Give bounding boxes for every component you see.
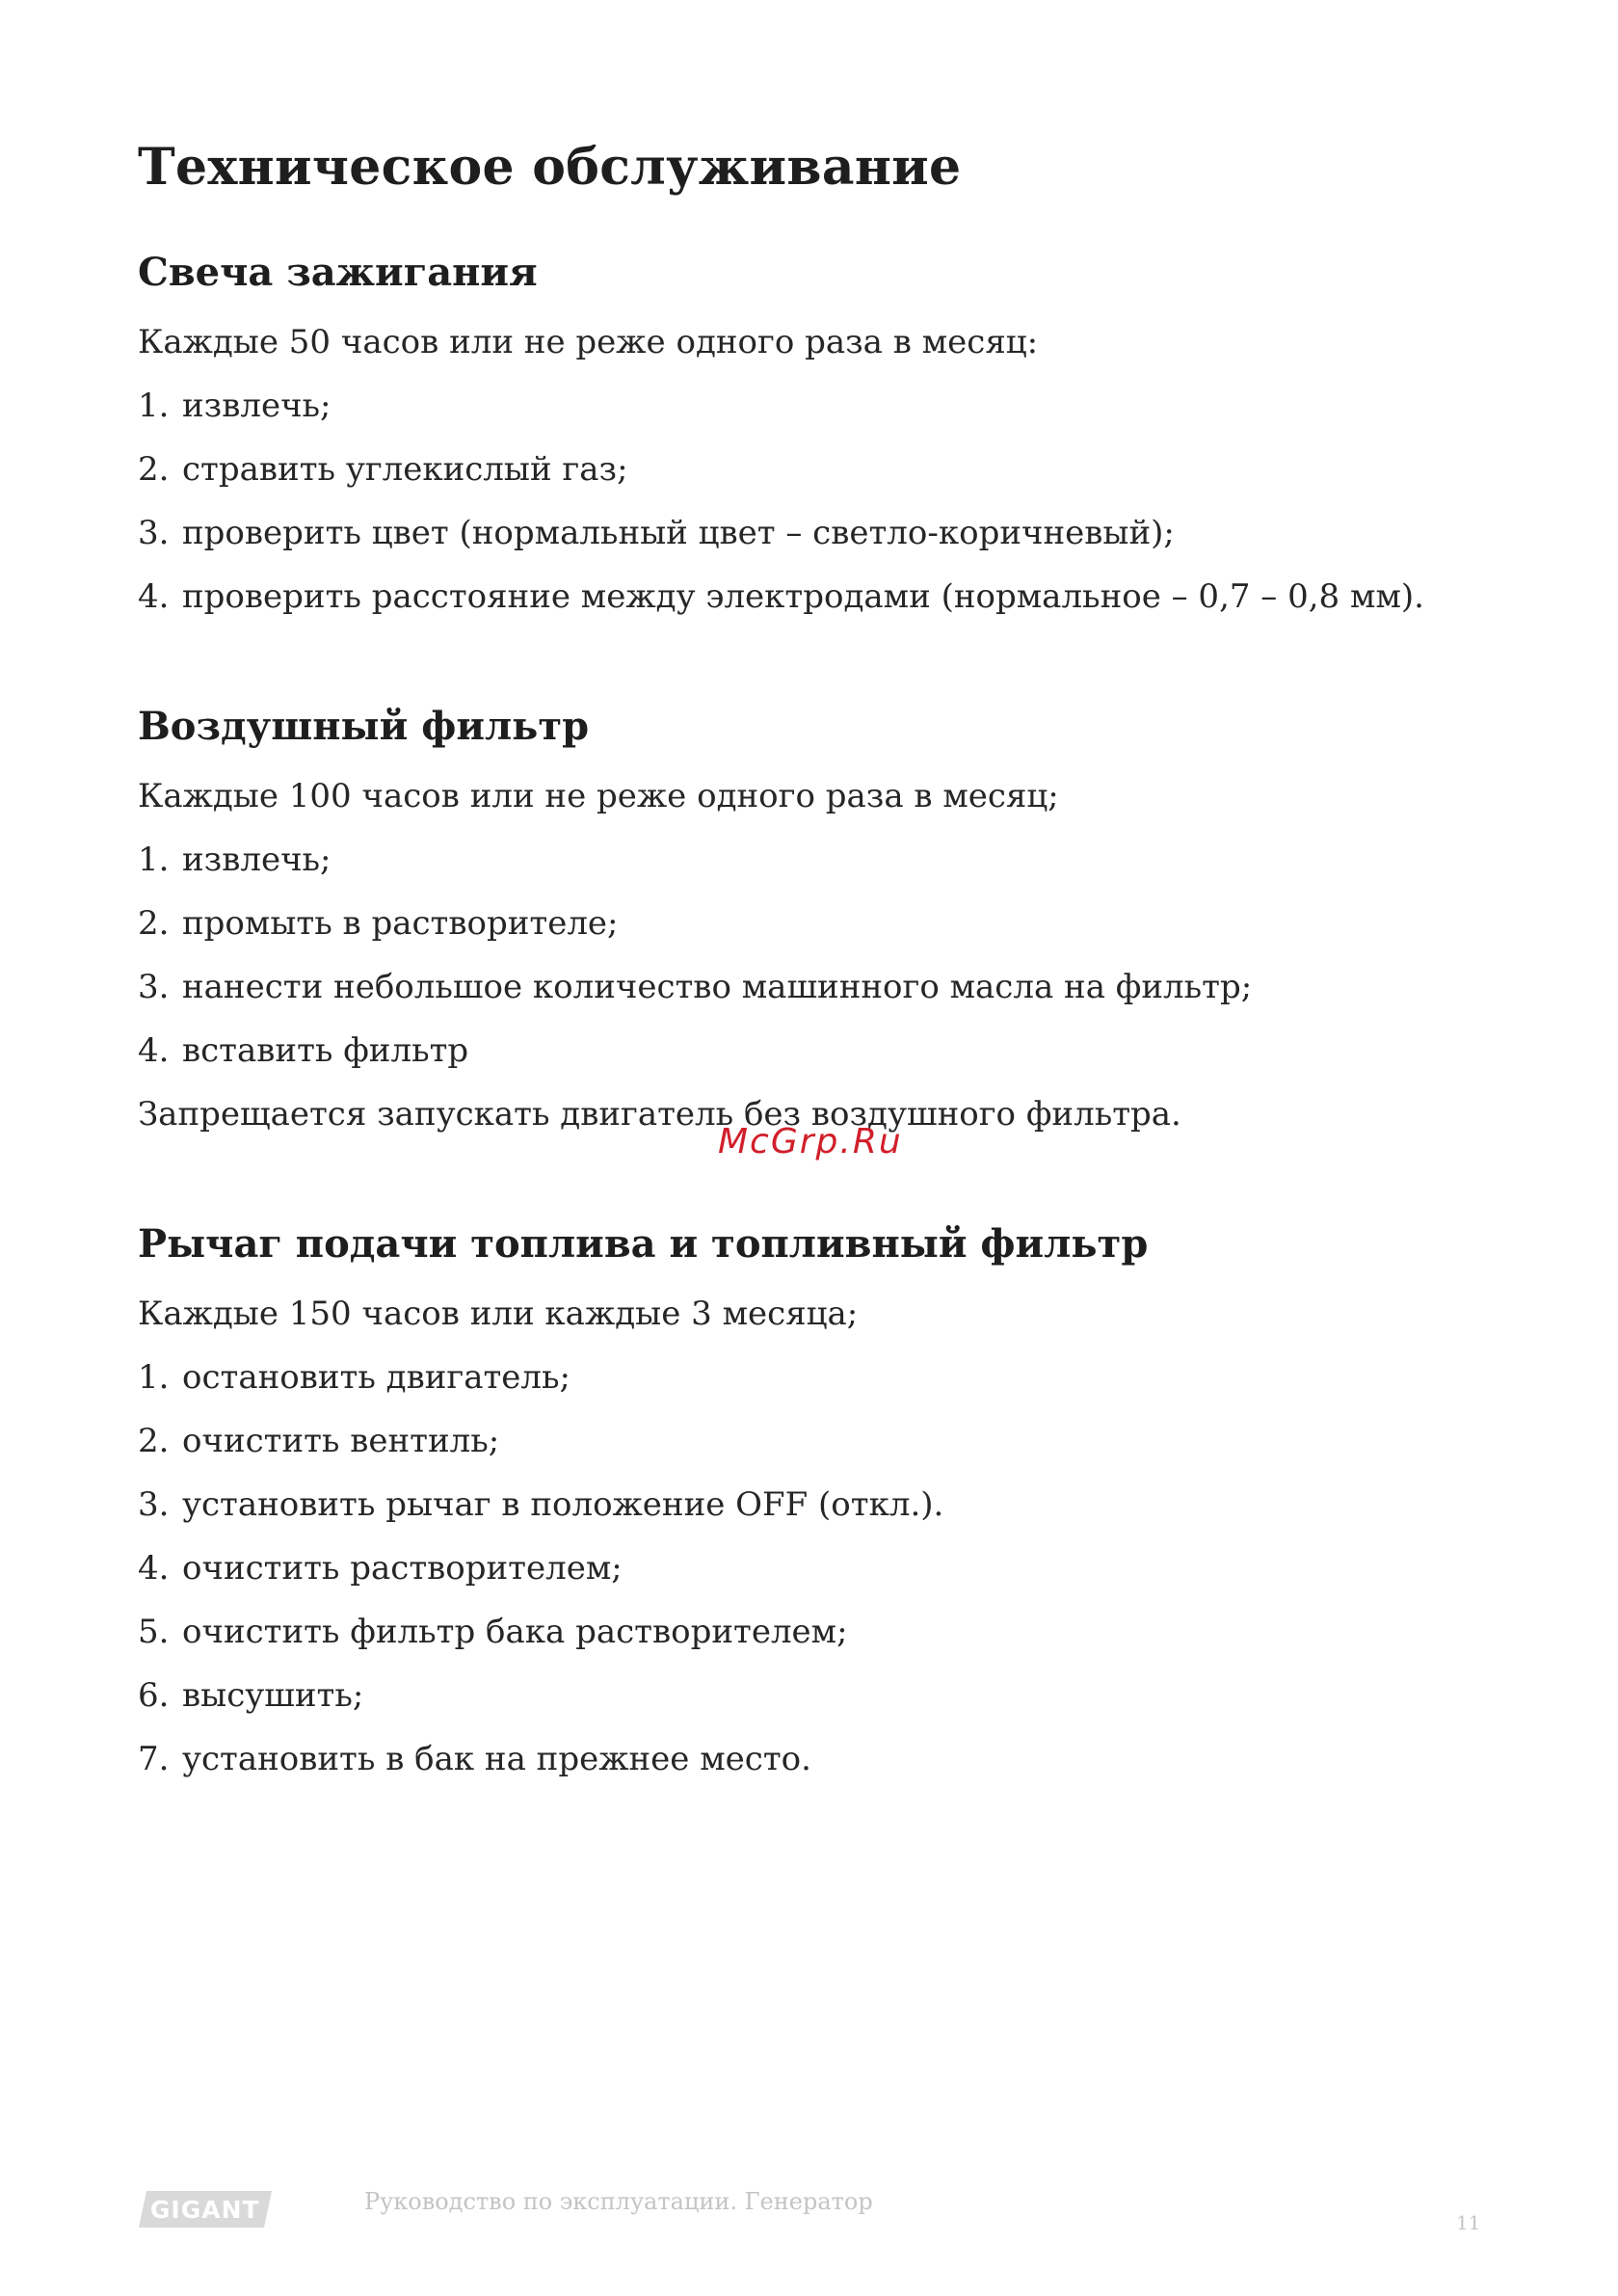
list-item: [138, 828, 1487, 892]
list-number: 1.: [138, 387, 170, 425]
list-number: 4.: [138, 1549, 170, 1588]
list-number: 6.: [138, 1676, 170, 1715]
watermark: McGrp.Ru: [718, 1122, 903, 1161]
list-number: 3.: [138, 968, 170, 1006]
section-fuel-lever-filter: [138, 1218, 1487, 1791]
section-heading: Рычаг подачи топлива и топливный фильтр: [138, 1221, 1149, 1267]
section-intro: Каждые 150 часов или каждые 3 месяца;: [138, 1295, 859, 1333]
list-item: [138, 1409, 1487, 1473]
list-text: установить рычаг в положение OFF (откл.).: [182, 1485, 944, 1524]
footer-manual-title: Руководство по эксплуатации. Генератор: [364, 2188, 873, 2215]
list-number: 7.: [138, 1740, 170, 1778]
list-item: [138, 1664, 1487, 1727]
section-air-filter: [138, 701, 1487, 1146]
list-text: стравить углекислый газ;: [182, 450, 628, 489]
list-item: [138, 892, 1487, 955]
list-item: [138, 1019, 1487, 1082]
list-number: 3.: [138, 1485, 170, 1524]
list-number: 4.: [138, 577, 170, 616]
list-number: 5.: [138, 1613, 170, 1651]
section-intro: Каждые 100 часов или не реже одного раза в месяц;: [138, 777, 1059, 815]
list-item: [138, 374, 1487, 438]
list-text: вставить фильтр: [182, 1031, 469, 1070]
brand-logo: [139, 2191, 272, 2228]
brand-logo-text: GIGANT: [150, 2195, 260, 2224]
list-item: [138, 438, 1487, 501]
list-text: установить в бак на прежнее место.: [182, 1740, 811, 1778]
list-text: извлечь;: [182, 841, 332, 879]
page-title: Техническое обслуживание: [138, 138, 962, 197]
list-item: [138, 1473, 1487, 1536]
list-text: очистить растворителем;: [182, 1549, 623, 1588]
list-text: извлечь;: [182, 387, 332, 425]
list-text: очистить фильтр бака растворителем;: [182, 1613, 848, 1651]
list-text: проверить расстояние между электродами (нормальное – 0,7 – 0,8 мм).: [182, 577, 1424, 616]
list-number: 2.: [138, 904, 170, 943]
section-heading: Свеча зажигания: [138, 250, 538, 295]
list-number: 2.: [138, 450, 170, 489]
list-item: [138, 501, 1487, 565]
list-text: высушить;: [182, 1676, 364, 1715]
section-intro: Каждые 50 часов или не реже одного раза в месяц:: [138, 323, 1039, 361]
list-number: 3.: [138, 514, 170, 552]
list-item: [138, 1727, 1487, 1791]
list-text: промыть в растворителе;: [182, 904, 619, 943]
list-text: проверить цвет (нормальный цвет – светло-коричневый);: [182, 514, 1175, 552]
list-text: нанести небольшое количество машинного масла на фильтр;: [182, 968, 1253, 1006]
list-text: остановить двигатель;: [182, 1358, 570, 1397]
list-text: очистить вентиль;: [182, 1422, 500, 1460]
list-item: [138, 1600, 1487, 1664]
list-number: 4.: [138, 1031, 170, 1070]
list-item: [138, 565, 1487, 628]
list-item: [138, 1536, 1487, 1600]
page-number: 11: [1456, 2211, 1481, 2234]
warning-note: Запрещается запускать двигатель без воздушного фильтра.: [138, 1095, 1181, 1134]
list-number: 2.: [138, 1422, 170, 1460]
list-number: 1.: [138, 1358, 170, 1397]
list-number: 1.: [138, 841, 170, 879]
list-item: [138, 955, 1487, 1019]
section-heading: Воздушный фильтр: [138, 704, 590, 749]
list-item: [138, 1346, 1487, 1409]
section-spark-plug: [138, 247, 1487, 628]
